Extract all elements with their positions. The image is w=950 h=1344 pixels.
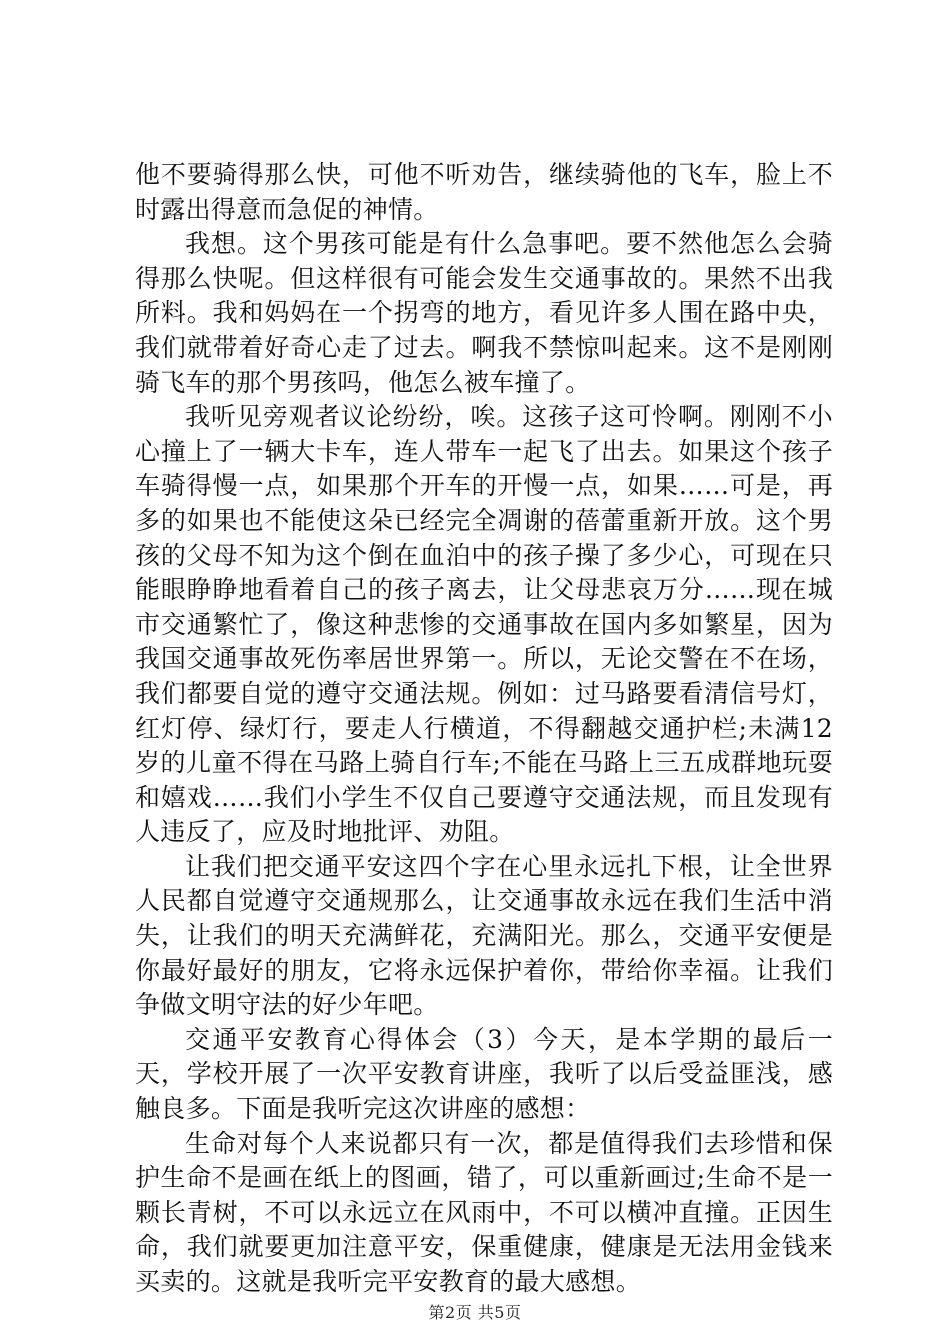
paragraph-4: 让我们把交通平安这四个字在心里永远扎下根，让全世界人民都自觉遵守交通规那么，让交通事故永远在我们生活中消失，让我们的明天充满鲜花，充满阳光。那么，交通平安便是你最好最好的朋友，它将永远保护着你，带给你幸福。让我们争做文明守法的好少年吧。 bbox=[135, 851, 833, 1020]
document-body bbox=[135, 158, 833, 1300]
paragraph-1: 他不要骑得那么快，可他不听劝告，继续骑他的飞车，脸上不时露出得意而急促的神情。 bbox=[135, 160, 833, 224]
paragraph-5: 交通平安教育心得体会（3）今天，是本学期的最后一天，学校开展了一次平安教育讲座，我听了以后受益匪浅，感触良多。下面是我听完这次讲座的感想： bbox=[135, 1024, 833, 1124]
paragraph-6: 生命对每个人来说都只有一次，都是值得我们去珍惜和保护生命不是画在纸上的图画，错了，可以重新画过;生命不是一颗长青树，不可以永远立在风雨中，不可以横冲直撞。正因生命，我们就要更加注意平安，保重健康，健康是无法用金钱来买卖的。这就是我听完平安教育的最大感想。 bbox=[135, 1128, 833, 1296]
paragraph-3: 我听见旁观者议论纷纷，唉。这孩子这可怜啊。刚刚不小心撞上了一辆大卡车，连人带车一起飞了出去。如果这个孩子车骑得慢一点，如果那个开车的开慢一点，如果……可是，再多的如果也不能使这朵已经完全凋谢的蓓蕾重新开放。这个男孩的父母不知为这个倒在血泊中的孩子操了多少心，可现在只能眼睁睁地看着自己的孩子离去，让父母悲哀万分……现在城市交通繁忙了，像这种悲惨的交通事故在国内多如繁星，因为我国交通事故死伤率居世界第一。所以，无论交警在不在场，我们都要自觉的遵守交通法规。例如：过马路要看清信号灯，红灯停、绿灯行，要走人行横道，不得翻越交通护栏;未满12岁的儿童不得在马路上骑自行车;不能在马路上三五成群地玩耍和嬉戏……我们小学生不仅自己要遵守交通法规，而且发现有人违反了，应及时地批评、劝阻。 bbox=[135, 402, 833, 847]
paragraph-2: 我想。这个男孩可能是有什么急事吧。要不然他怎么会骑得那么快呢。但这样很有可能会发生交通事故的。果然不出我所料。我和妈妈在一个拐弯的地方，看见许多人围在路中央，我们就带着好奇心走了过去。啊我不禁惊叫起来。这不是刚刚骑飞车的那个男孩吗，他怎么被车撞了。 bbox=[135, 229, 833, 397]
page-number-footer: 第2页 共5页 bbox=[428, 1303, 522, 1322]
